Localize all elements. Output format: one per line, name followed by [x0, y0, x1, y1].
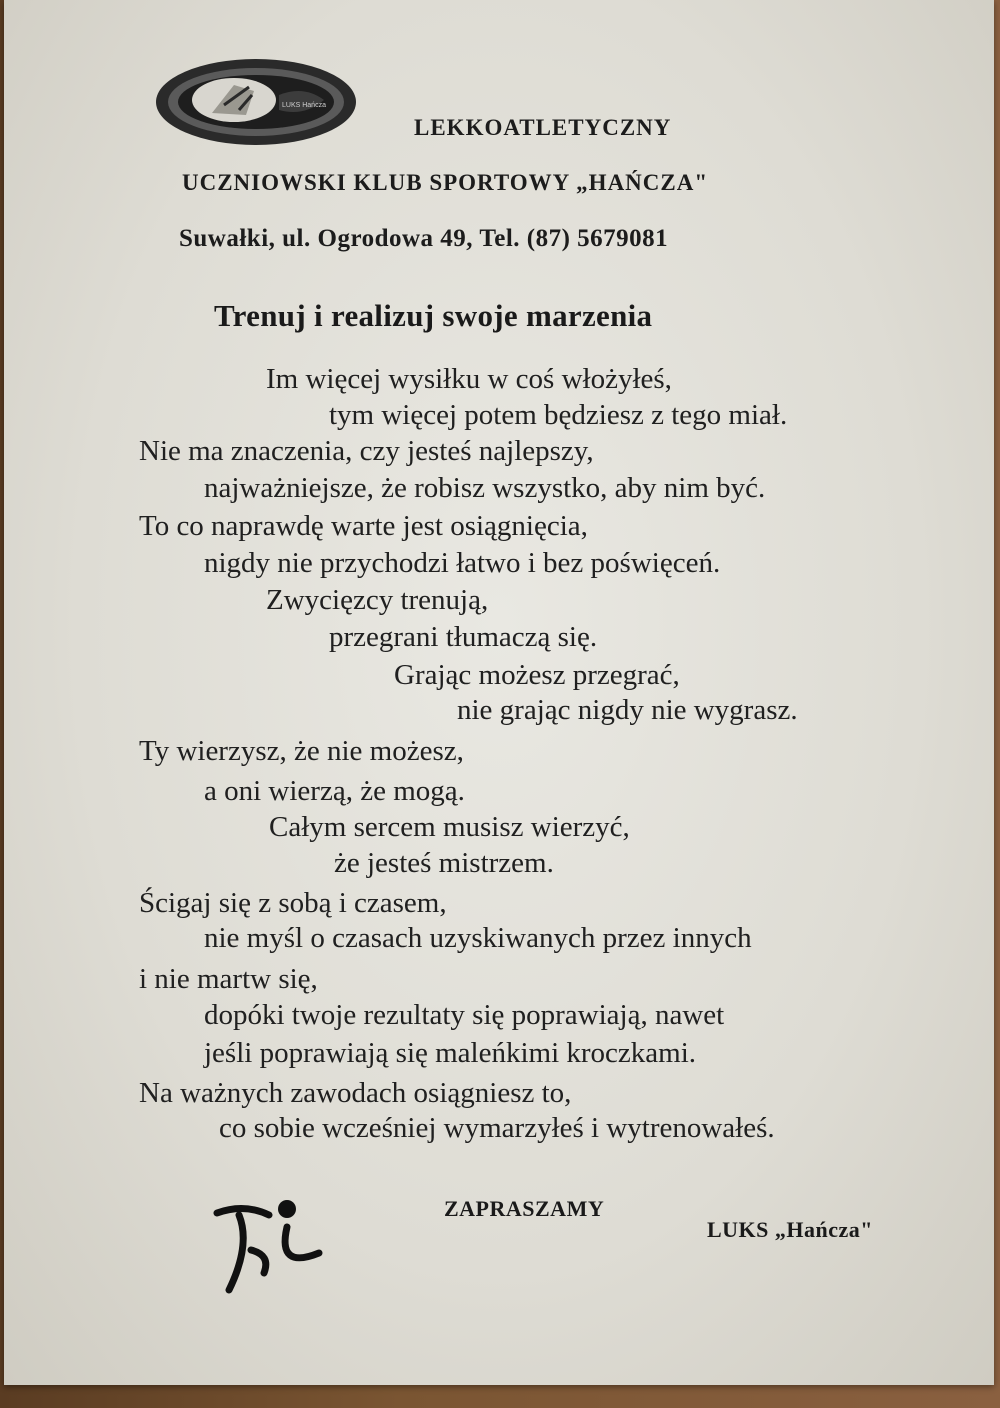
poem-line: najważniejsze, że robisz wszystko, aby nim być. — [204, 472, 766, 504]
poem-line: Grając możesz przegrać, — [394, 659, 680, 691]
poem-line: jeśli poprawiają się maleńkimi kroczkami. — [204, 1037, 697, 1069]
invite-text: ZAPRASZAMY — [444, 1196, 605, 1221]
flyer-paper — [4, 0, 994, 1385]
poem-line: nigdy nie przychodzi łatwo i bez poświęceń. — [204, 547, 721, 579]
poem-line: Im więcej wysiłku w coś włożyłeś, — [266, 363, 672, 395]
club-address: Suwałki, ul. Ogrodowa 49, Tel. (87) 5679081 — [179, 225, 669, 252]
runner-icon — [209, 1195, 324, 1300]
club-name-heading: UCZNIOWSKI KLUB SPORTOWY „HAŃCZA" — [182, 170, 709, 195]
poem-line: i nie martw się, — [139, 963, 318, 995]
poem-line: To co naprawdę warte jest osiągnięcia, — [139, 510, 588, 542]
poem-line: nie grając nigdy nie wygrasz. — [457, 694, 798, 726]
club-signature: LUKS „Hańcza" — [707, 1217, 873, 1242]
svg-text:LUKS Hańcza: LUKS Hańcza — [282, 102, 326, 109]
poem-line: Ścigaj się z sobą i czasem, — [139, 887, 447, 919]
poem-line: nie myśl o czasach uzyskiwanych przez innych — [204, 922, 752, 954]
poem-line: że jesteś mistrzem. — [334, 847, 554, 879]
poem-line: co sobie wcześniej wymarzyłeś i wytrenowałeś. — [219, 1112, 775, 1144]
poem-line: dopóki twoje rezultaty się poprawiają, nawet — [204, 999, 725, 1031]
poem-line: Nie ma znaczenia, czy jesteś najlepszy, — [139, 435, 594, 467]
poem-line: tym więcej potem będziesz z tego miał. — [329, 399, 788, 431]
club-type-heading: LEKKOATLETYCZNY — [414, 115, 672, 140]
poem-line: Zwycięzcy trenują, — [266, 584, 489, 616]
poem-line: Na ważnych zawodach osiągniesz to, — [139, 1077, 572, 1109]
page-title: Trenuj i realizuj swoje marzenia — [214, 298, 653, 333]
poem-line: przegrani tłumaczą się. — [329, 621, 598, 653]
poem-line: Całym sercem musisz wierzyć, — [269, 811, 630, 843]
poem-line: a oni wierzą, że mogą. — [204, 775, 465, 807]
poem-line: Ty wierzysz, że nie możesz, — [139, 735, 464, 767]
club-track-logo-icon — [154, 55, 359, 150]
